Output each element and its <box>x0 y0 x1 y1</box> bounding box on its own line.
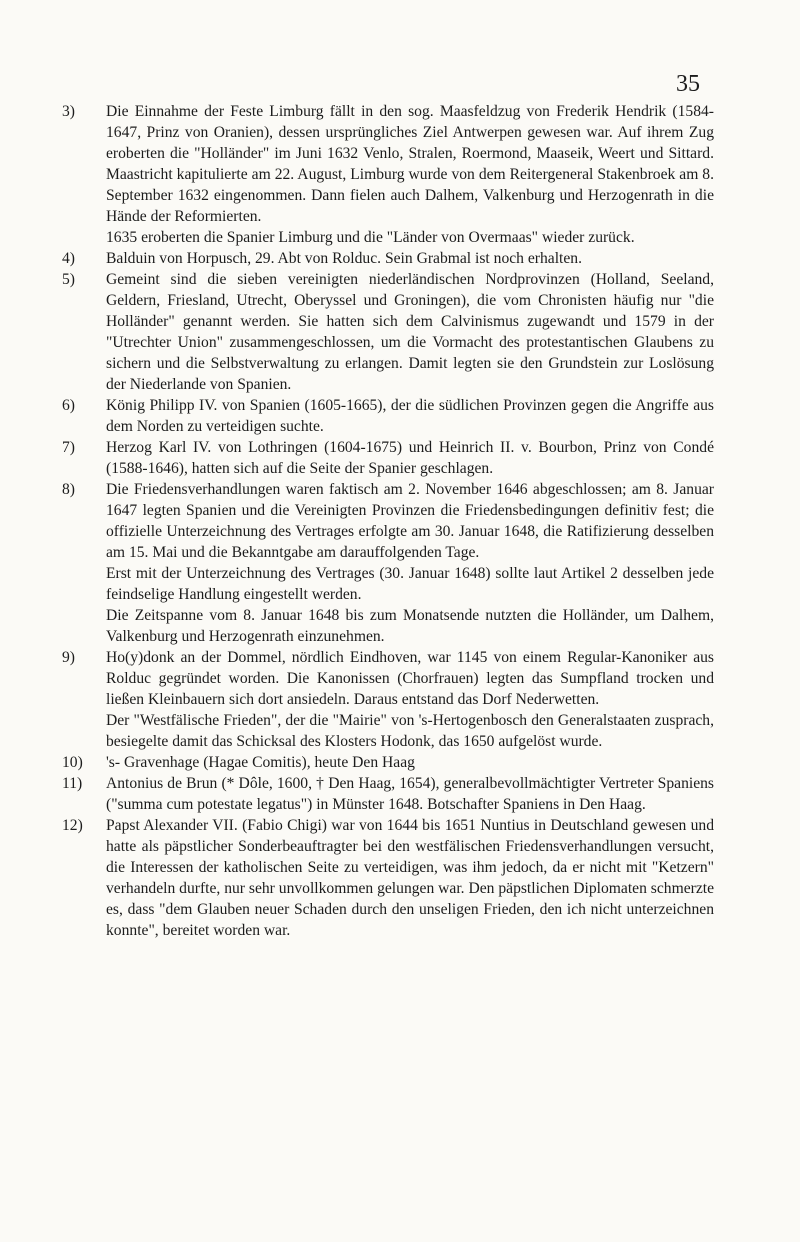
page-number: 35 <box>676 71 700 97</box>
footnote-12 <box>62 815 714 941</box>
footnote-number: 6) <box>62 397 75 414</box>
footnote-number: 8) <box>62 481 75 498</box>
footnote-paragraph: Herzog Karl IV. von Lothringen (1604-1675) und Heinrich II. v. Bourbon, Prinz von Condé (1588-1646), hatten sich auf die Seite der Spanier geschlagen. <box>106 439 714 477</box>
footnote-paragraph: Balduin von Horpusch, 29. Abt von Rolduc. Sein Grabmal ist noch erhalten. <box>106 250 582 267</box>
footnote-number: 10) <box>62 754 83 771</box>
footnote-9 <box>62 647 714 752</box>
footnote-paragraph: Papst Alexander VII. (Fabio Chigi) war von 1644 bis 1651 Nuntius in Deutschland gewesen und hatte als päpstlicher Sonderbeauftragter bei den westfälischen Friedensverhandlungen versucht, die Interessen der katholischen Seite zu verteidigen, was ihm jedoch, da er nicht mit "Ketzern" verhandeln durfte, nur sehr unvollkommen gelungen war. Den päpstlichen Diplomaten schmerzte es, dass "dem Glauben neuer Schaden durch den unseligen Frieden, den ich nicht unterzeichnen konnte", bereitet worden war. <box>106 817 714 939</box>
footnote-paragraph: Die Friedensverhandlungen waren faktisch am 2. November 1646 abgeschlossen; am 8. Januar 1647 legten Spanien und die Vereinigten Provinzen die Friedensbedingungen definitiv fest; die offizielle Unterzeichnung des Vertrages erfolgte am 30. Januar 1648, die Ratifizierung desselben am 15. Mai und die Bekanntgabe am darauffolgenden Tage. <box>106 481 714 561</box>
footnote-paragraph: Die Zeitspanne vom 8. Januar 1648 bis zum Monatsende nutzten die Holländer, um Dalhem, Valkenburg und Herzogenrath einzunehmen. <box>106 607 714 645</box>
footnote-paragraph: Die Einnahme der Feste Limburg fällt in den sog. Maasfeldzug von Frederik Hendrik (1584-1647, Prinz von Oranien), dessen ursprüngliches Ziel Antwerpen gewesen war. Auf ihrem Zug eroberten die "Holländer" im Juni 1632 Venlo, Stralen, Roermond, Maaseik, Weert und Sittard. Maastricht kapitulierte am 22. August, Limburg wurde von dem Reitergeneral Stakenbroek am 8. September 1632 eingenommen. Dann fielen auch Dalhem, Valkenburg und Herzogenrath in die Hände der Reformierten. <box>106 103 714 225</box>
footnote-body <box>106 101 714 248</box>
footnote-paragraph: Gemeint sind die sieben vereinigten niederländischen Nordprovinzen (Holland, Seeland, Geldern, Friesland, Utrecht, Oberyssel und Groningen), die vom Chronisten häufig nur "die Holländer" genannt werden. Sie hatten sich dem Calvinismus zugewandt und 1579 in der "Utrechter Union" zusammengeschlossen, um die Vormacht des protestantischen Glaubens zu sichern und die Selbstverwaltung zu erlangen. Damit legten sie den Grundstein zur Loslösung der Niederlande von Spanien. <box>106 271 714 393</box>
footnote-7 <box>62 437 714 479</box>
footnote-11 <box>62 773 714 815</box>
footnote-number: 9) <box>62 649 75 666</box>
footnote-5 <box>62 269 714 395</box>
footnote-paragraph: König Philipp IV. von Spanien (1605-1665), der die südlichen Provinzen gegen die Angriffe aus dem Norden zu verteidigen suchte. <box>106 397 714 435</box>
footnote-number: 5) <box>62 271 75 288</box>
footnote-number: 7) <box>62 439 75 456</box>
footnote-8 <box>62 479 714 647</box>
footnote-body <box>106 269 714 395</box>
footnote-paragraph: Antonius de Brun (* Dôle, 1600, † Den Haag, 1654), generalbevollmächtigter Vertreter Spaniens ("summa cum potestate legatus") in Münster 1648. Botschafter Spaniens in Den Haag. <box>106 775 714 813</box>
footnote-paragraph: 1635 eroberten die Spanier Limburg und die "Länder von Overmaas" wieder zurück. <box>106 229 635 246</box>
footnote-number: 3) <box>62 103 75 120</box>
footnote-number: 11) <box>62 775 83 792</box>
footnote-paragraph: 's- Gravenhage (Hagae Comitis), heute Den Haag <box>106 754 415 771</box>
footnote-body <box>106 395 714 437</box>
footnote-paragraph: Ho(y)donk an der Dommel, nördlich Eindhoven, war 1145 von einem Regular-Kanoniker aus Rolduc gegründet worden. Die Kanonissen (Chorfrauen) legten das Sumpfland trocken und ließen Kleinbauern sich dort ansiedeln. Daraus entstand das Dorf Nederwetten. <box>106 649 714 708</box>
footnote-body <box>106 773 714 815</box>
footnote-3 <box>62 101 714 248</box>
footnote-6 <box>62 395 714 437</box>
footnote-paragraph: Erst mit der Unterzeichnung des Vertrages (30. Januar 1648) sollte laut Artikel 2 desselben jede feindselige Handlung eingestellt werden. <box>106 565 714 603</box>
footnote-number: 4) <box>62 250 75 267</box>
footnote-body <box>106 815 714 941</box>
footnotes-list <box>62 101 714 941</box>
footnote-body <box>106 752 714 773</box>
footnote-10 <box>62 752 714 773</box>
footnote-body <box>106 479 714 647</box>
footnote-4 <box>62 248 714 269</box>
footnote-body <box>106 437 714 479</box>
footnote-body <box>106 647 714 752</box>
footnote-body <box>106 248 714 269</box>
footnote-number: 12) <box>62 817 83 834</box>
footnote-paragraph: Der "Westfälische Frieden", der die "Mairie" von 's-Hertogenbosch den Generalstaaten zusprach, besiegelte damit das Schicksal des Klosters Hodonk, das 1650 aufgelöst wurde. <box>106 712 714 750</box>
